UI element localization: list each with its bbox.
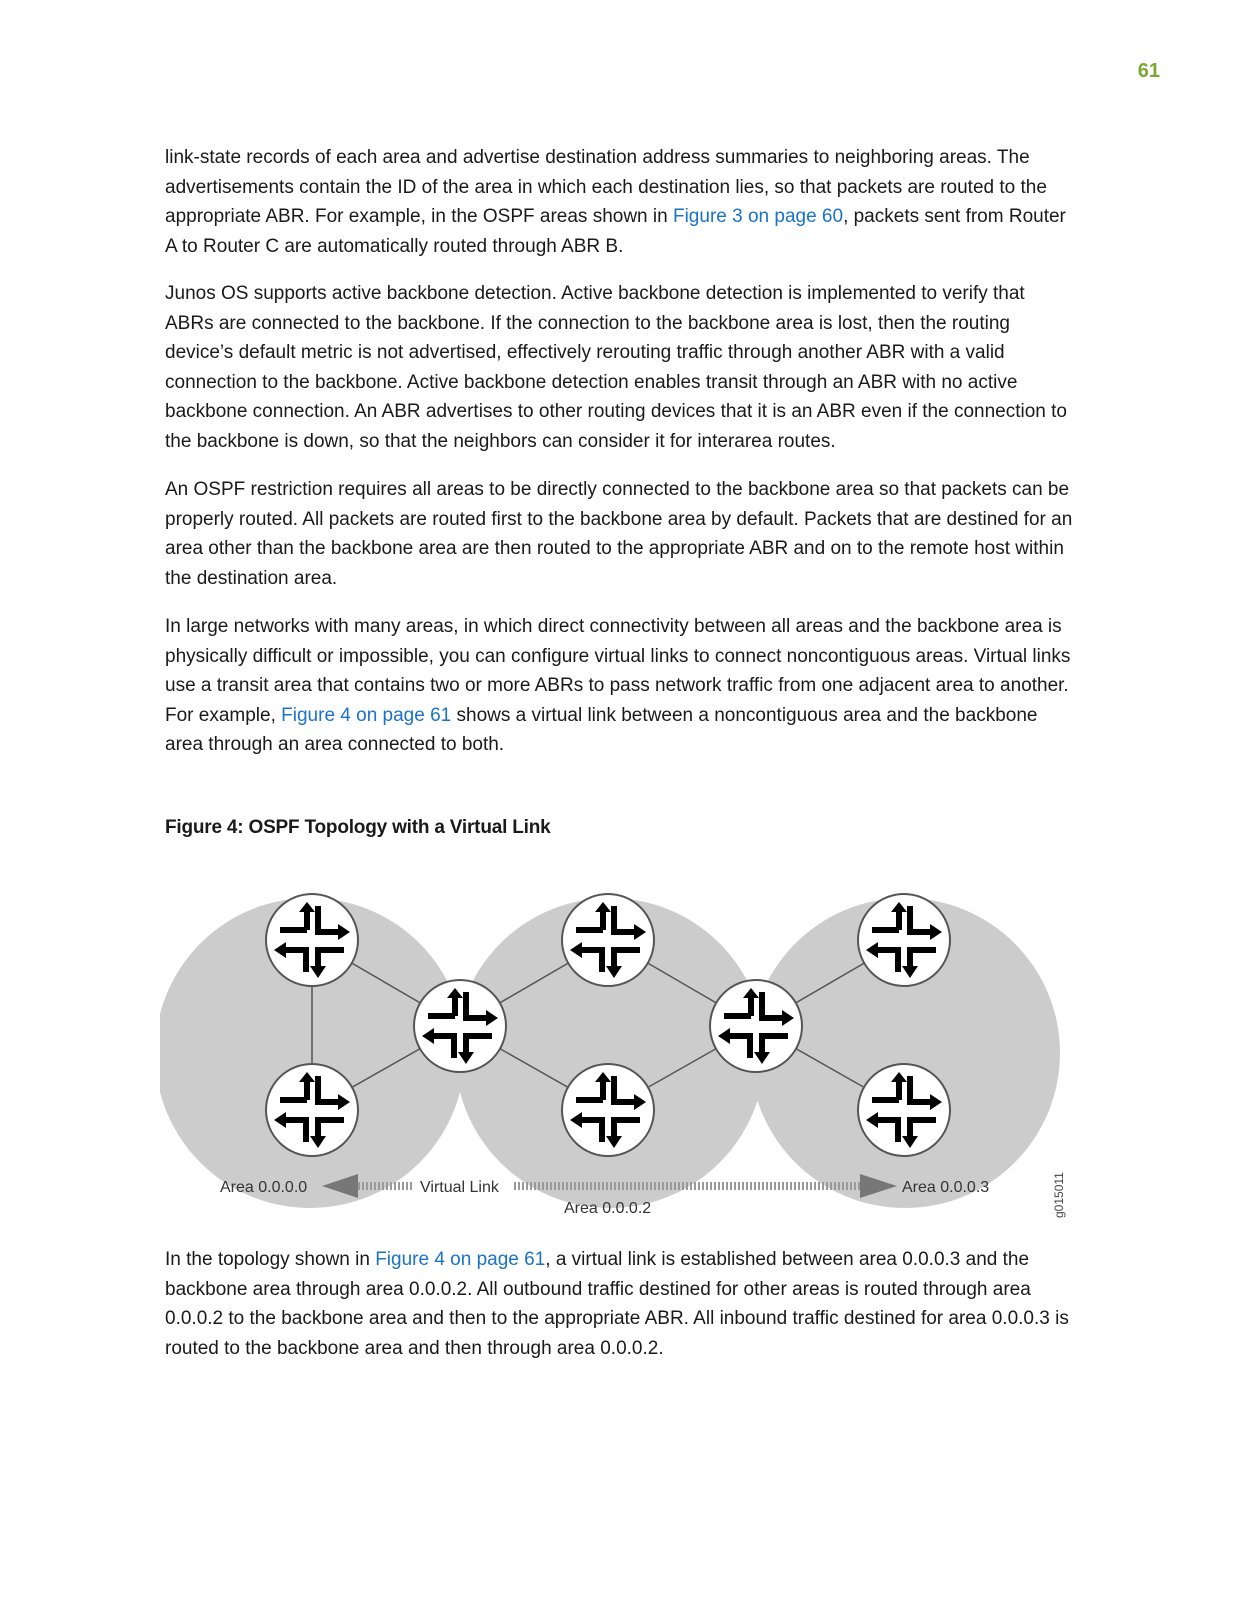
paragraph — [165, 1245, 1075, 1363]
paragraph-text: An OSPF restriction requires all areas to be directly connected to the backbone area so that packets can be properly routed. All packets are routed first to the backbone area by default. Packets that are destined for an area other than the backbone area are then routed to the appropriate ABR and on to the remote host within the destination area. — [165, 479, 1073, 589]
router-icon — [266, 894, 358, 986]
area-label-middle: Area 0.0.0.2 — [564, 1200, 652, 1217]
ospf-topology-diagram — [160, 878, 1080, 1228]
paragraph-text: In large networks with many areas, in which direct connectivity between all areas and the backbone area is physically difficult or impossible, you can configure virtual links to connect noncontiguous areas. Virtual links use a transit area that contains two or more ABRs to pass network traffic from one adjacent area to another. For example, — [165, 616, 1071, 726]
router-icon — [858, 894, 950, 986]
figure-link[interactable]: Figure 4 on page 61 — [375, 1249, 546, 1270]
page-number: 61 — [1137, 60, 1160, 82]
paragraph-text: link-state records of each area and advertise destination address summaries to neighboring areas. The advertisements contain the ID of the area in which each destination lies, so that packets are routed to the appropriate ABR. For example, in the OSPF areas shown in — [165, 147, 1047, 228]
paragraph-text: , packets sent from Router A to Router C are automatically routed through ABR B. — [165, 206, 1066, 257]
virtual-link-label: Virtual Link — [420, 1179, 499, 1196]
paragraph-text: , a virtual link is established between area 0.0.0.3 and the backbone area through area 0.0.0.2. All outbound traffic destined for other areas is routed through area 0.0.0.2 to the backbone area and then to the appropriate ABR. All inbound traffic destined for area 0.0.0.3 is routed to the backbone area and then through area 0.0.0.2. — [165, 1249, 1069, 1359]
router-icon — [562, 894, 654, 986]
paragraph-text: Junos OS supports active backbone detection. Active backbone detection is implemented to verify that ABRs are connected to the backbone. If the connection to the backbone area is lost, then the routing device’s default metric is not advertised, effectively rerouting traffic through another ABR with a valid connection to the backbone. Active backbone detection enables transit through an ABR with no active backbone connection. An ABR advertises to other routing devices that it is an ABR even if the connection to the backbone is down, so that the neighbors can consider it for interarea routes. — [165, 283, 1067, 452]
paragraph-text: shows a virtual link between a noncontiguous area and the backbone area through an area connected to both. — [165, 704, 1038, 756]
area-label-right: Area 0.0.0.3 — [902, 1179, 990, 1196]
router-icon — [710, 980, 802, 1072]
router-icon — [266, 1064, 358, 1156]
paragraph — [165, 612, 1075, 760]
figure-caption: Figure 4: OSPF Topology with a Virtual Link — [165, 817, 551, 838]
graphic-id-label: g015011 — [1052, 1172, 1066, 1218]
paragraph — [165, 143, 1075, 261]
paragraph-text: In the topology shown in — [165, 1249, 376, 1270]
router-icon — [414, 980, 506, 1072]
router-icon — [858, 1064, 950, 1156]
paragraph — [165, 475, 1075, 593]
figure-link[interactable]: Figure 3 on page 60 — [672, 206, 844, 228]
area-label-left: Area 0.0.0.0 — [220, 1179, 308, 1196]
figure-link[interactable]: Figure 4 on page 61 — [281, 704, 452, 726]
router-icon — [562, 1064, 654, 1156]
paragraph — [165, 279, 1075, 457]
